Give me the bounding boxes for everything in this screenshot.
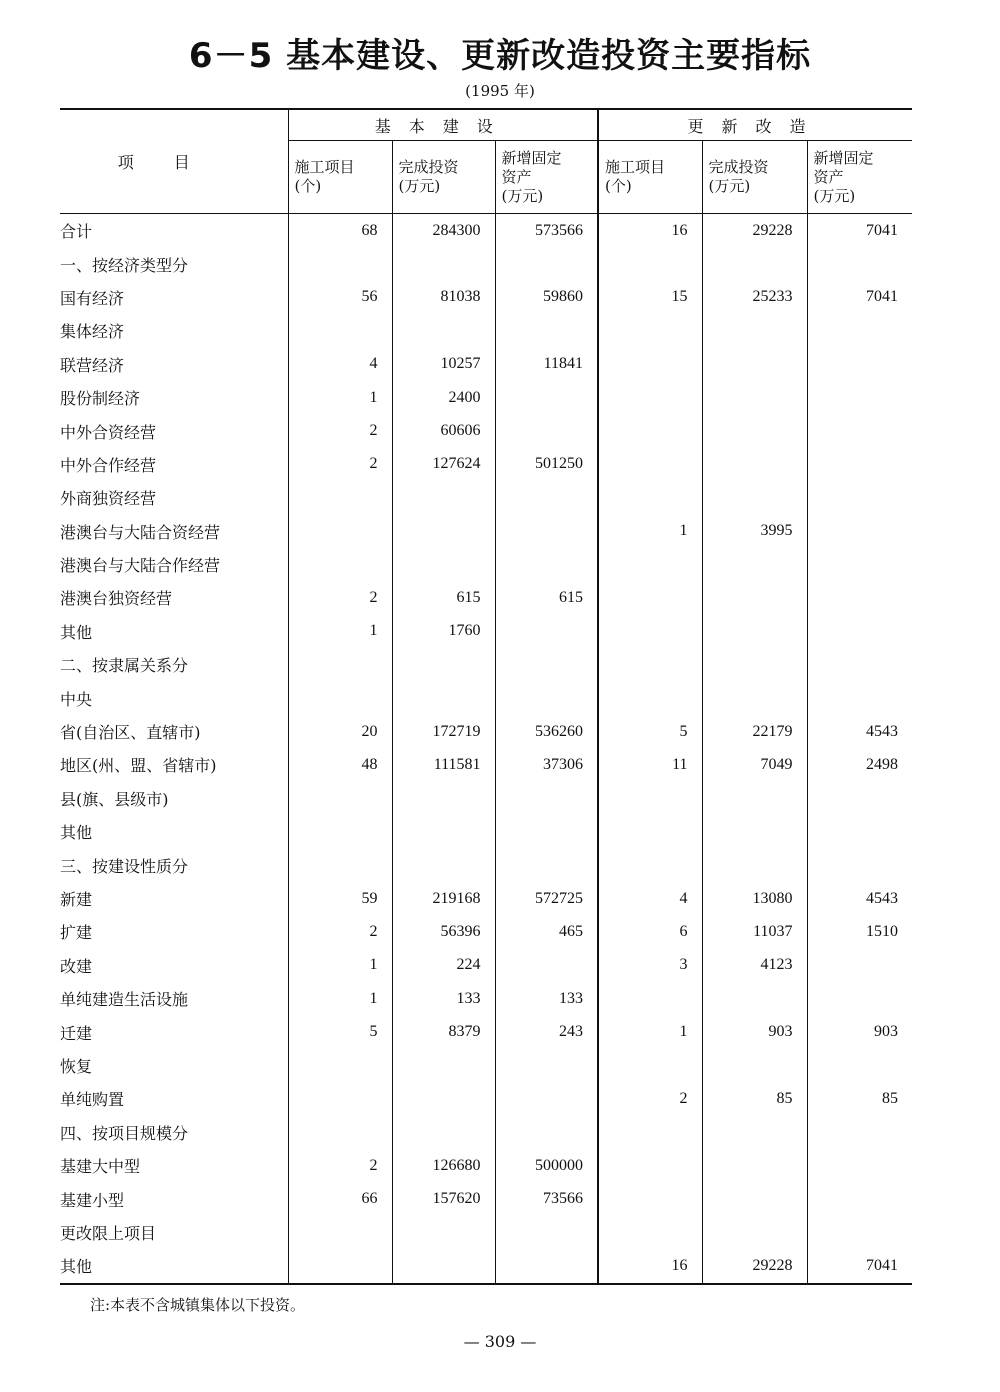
table-cell	[598, 648, 702, 681]
table-cell	[598, 548, 702, 581]
table-cell	[807, 681, 912, 714]
table-cell	[392, 1249, 495, 1283]
category-label: 一、按经济类型分	[60, 255, 189, 275]
investment-indicators-table	[60, 108, 912, 1285]
category-label: 二、按隶属关系分	[60, 656, 189, 676]
table-cell	[495, 414, 598, 447]
table-cell: 2	[288, 915, 392, 948]
row-label: 其他	[60, 622, 93, 642]
table-cell	[288, 681, 392, 714]
table-cell: 1	[288, 982, 392, 1015]
table-cell	[288, 848, 392, 881]
table-cell: 1760	[392, 615, 495, 648]
table-cell	[288, 1249, 392, 1283]
table-cell	[807, 815, 912, 848]
table-cell: 7041	[807, 1249, 912, 1283]
row-label: 港澳台与大陆合资经营	[60, 522, 221, 542]
category-label: 四、按项目规模分	[60, 1123, 189, 1143]
table-cell	[288, 481, 392, 514]
table-cell	[807, 1216, 912, 1249]
table-cell	[807, 982, 912, 1015]
table-cell: 903	[702, 1015, 807, 1048]
table-cell	[702, 1182, 807, 1215]
page-number: — 309 —	[463, 1332, 537, 1351]
table-cell	[392, 815, 495, 848]
table-cell	[495, 815, 598, 848]
table-cell: 7049	[702, 748, 807, 781]
table-cell: 5	[288, 1015, 392, 1048]
table-cell	[392, 515, 495, 548]
table-cell: 60606	[392, 414, 495, 447]
table-cell	[495, 548, 598, 581]
table-cell: 29228	[702, 1249, 807, 1283]
table-cell	[392, 1049, 495, 1082]
table-cell: 133	[495, 982, 598, 1015]
table-cell: 2	[288, 414, 392, 447]
table-cell	[495, 615, 598, 648]
table-cell	[392, 681, 495, 714]
row-label: 港澳台独资经营	[60, 589, 173, 609]
table-cell	[288, 648, 392, 681]
table-cell: 501250	[495, 448, 598, 481]
table-cell	[807, 414, 912, 447]
table-cell: 573566	[495, 214, 598, 248]
table-cell	[598, 414, 702, 447]
table-cell: 1	[598, 1015, 702, 1048]
table-cell	[807, 247, 912, 280]
table-row	[60, 381, 912, 414]
table-cell: 157620	[392, 1182, 495, 1215]
table-cell: 127624	[392, 448, 495, 481]
table-row	[60, 1049, 912, 1082]
table-cell	[807, 648, 912, 681]
row-label: 扩建	[60, 923, 93, 943]
table-row	[60, 214, 912, 248]
table-cell	[807, 782, 912, 815]
table-row	[60, 681, 912, 714]
table-cell: 7041	[807, 214, 912, 248]
table-cell	[807, 448, 912, 481]
table-cell: 85	[807, 1082, 912, 1115]
table-cell: 13080	[702, 882, 807, 915]
table-cell: 20	[288, 715, 392, 748]
table-cell: 4	[288, 348, 392, 381]
column-header-projects-2: 施工项目 (个)	[598, 141, 702, 214]
table-row	[60, 1249, 912, 1283]
row-label: 外商独资经营	[60, 489, 157, 509]
table-cell	[807, 1049, 912, 1082]
group-header-renovation: 更新改造	[598, 109, 912, 141]
table-row	[60, 281, 912, 314]
table-cell	[288, 1049, 392, 1082]
table-cell	[807, 1149, 912, 1182]
table-cell: 48	[288, 748, 392, 781]
table-cell: 219168	[392, 882, 495, 915]
table-cell	[495, 247, 598, 280]
table-cell	[495, 1082, 598, 1115]
table-cell: 284300	[392, 214, 495, 248]
table-cell: 3995	[702, 515, 807, 548]
table-row	[60, 548, 912, 581]
table-cell: 5	[598, 715, 702, 748]
table-row	[60, 1015, 912, 1048]
row-label: 省(自治区、直辖市)	[60, 723, 201, 743]
table-cell: 85	[702, 1082, 807, 1115]
table-cell: 56396	[392, 915, 495, 948]
column-header-item: 项目	[60, 109, 288, 214]
table-cell	[807, 348, 912, 381]
row-label: 合计	[60, 222, 93, 242]
row-label: 中央	[60, 689, 93, 709]
table-cell	[807, 314, 912, 347]
table-subtitle-year: (1995 年)	[465, 82, 535, 100]
table-cell	[807, 848, 912, 881]
row-label: 国有经济	[60, 288, 125, 308]
row-label: 基建大中型	[60, 1157, 141, 1177]
table-cell: 4123	[702, 949, 807, 982]
table-cell: 615	[495, 581, 598, 614]
table-cell	[702, 648, 807, 681]
table-cell: 2400	[392, 381, 495, 414]
table-cell	[807, 949, 912, 982]
table-cell	[598, 1216, 702, 1249]
table-cell: 133	[392, 982, 495, 1015]
table-row	[60, 247, 912, 280]
table-cell	[392, 247, 495, 280]
table-cell	[392, 481, 495, 514]
table-cell: 500000	[495, 1149, 598, 1182]
table-row	[60, 882, 912, 915]
table-cell: 243	[495, 1015, 598, 1048]
table-cell	[392, 548, 495, 581]
table-cell	[495, 949, 598, 982]
table-cell	[702, 815, 807, 848]
table-cell: 1510	[807, 915, 912, 948]
table-cell	[392, 648, 495, 681]
table-cell: 10257	[392, 348, 495, 381]
table-cell: 6	[598, 915, 702, 948]
table-cell: 7041	[807, 281, 912, 314]
table-cell	[598, 1049, 702, 1082]
table-cell	[598, 314, 702, 347]
table-cell	[598, 481, 702, 514]
table-cell	[702, 1116, 807, 1149]
table-cell	[598, 1149, 702, 1182]
table-cell	[598, 247, 702, 280]
row-label: 中外合作经营	[60, 455, 157, 475]
table-cell: 3	[598, 949, 702, 982]
table-row	[60, 815, 912, 848]
group-header-capital-construction: 基本建设	[288, 109, 598, 141]
table-cell: 29228	[702, 214, 807, 248]
table-cell: 903	[807, 1015, 912, 1048]
table-cell	[288, 515, 392, 548]
table-body	[60, 214, 912, 1284]
table-cell	[495, 1049, 598, 1082]
table-cell: 4543	[807, 882, 912, 915]
table-cell: 224	[392, 949, 495, 982]
table-cell	[702, 681, 807, 714]
row-label: 更改限上项目	[60, 1223, 157, 1243]
table-cell: 68	[288, 214, 392, 248]
table-row	[60, 314, 912, 347]
table-cell: 4543	[807, 715, 912, 748]
table-cell: 2	[288, 581, 392, 614]
table-cell	[702, 381, 807, 414]
table-row	[60, 581, 912, 614]
row-label: 单纯购置	[60, 1090, 125, 1110]
table-cell	[807, 1182, 912, 1215]
table-cell: 81038	[392, 281, 495, 314]
table-cell: 615	[392, 581, 495, 614]
table-cell	[495, 381, 598, 414]
row-label: 单纯建造生活设施	[60, 990, 189, 1010]
table-row	[60, 715, 912, 748]
row-label: 集体经济	[60, 322, 125, 342]
table-cell: 572725	[495, 882, 598, 915]
table-cell	[807, 1116, 912, 1149]
table-cell	[288, 1216, 392, 1249]
row-label: 其他	[60, 1249, 288, 1283]
table-row	[60, 949, 912, 982]
table-cell: 536260	[495, 715, 598, 748]
table-cell	[495, 515, 598, 548]
table-cell	[702, 247, 807, 280]
table-cell: 126680	[392, 1149, 495, 1182]
row-label: 联营经济	[60, 355, 125, 375]
table-cell	[495, 648, 598, 681]
table-cell: 73566	[495, 1182, 598, 1215]
table-cell	[598, 982, 702, 1015]
table-cell	[702, 414, 807, 447]
table-row	[60, 748, 912, 781]
row-label: 地区(州、盟、省辖市)	[60, 756, 217, 776]
table-cell: 11	[598, 748, 702, 781]
row-label: 恢复	[60, 1056, 93, 1076]
table-row	[60, 515, 912, 548]
table-cell	[392, 1082, 495, 1115]
table-cell	[495, 848, 598, 881]
column-header-investment-2: 完成投资 (万元)	[702, 141, 807, 214]
table-cell	[807, 481, 912, 514]
table-cell: 2	[288, 1149, 392, 1182]
table-cell	[702, 1049, 807, 1082]
table-cell	[495, 1116, 598, 1149]
table-cell: 1	[288, 381, 392, 414]
table-cell: 2498	[807, 748, 912, 781]
table-cell: 37306	[495, 748, 598, 781]
page-title: 6－5 基本建设、更新改造投资主要指标	[188, 36, 812, 76]
table-cell: 56	[288, 281, 392, 314]
column-header-projects-1: 施工项目 (个)	[288, 141, 392, 214]
table-cell	[392, 314, 495, 347]
table-row	[60, 782, 912, 815]
table-row	[60, 481, 912, 514]
table-cell	[598, 848, 702, 881]
table-cell	[598, 581, 702, 614]
table-cell	[288, 548, 392, 581]
table-cell	[392, 1216, 495, 1249]
row-label: 新建	[60, 890, 93, 909]
table-cell	[807, 381, 912, 414]
table-cell: 59	[288, 882, 392, 915]
table-cell	[598, 381, 702, 414]
table-cell	[495, 1216, 598, 1249]
table-cell: 16	[598, 1249, 702, 1283]
table-cell	[702, 448, 807, 481]
table-cell	[598, 815, 702, 848]
table-cell	[495, 681, 598, 714]
table-cell	[807, 615, 912, 648]
table-cell: 25233	[702, 281, 807, 314]
table-row	[60, 348, 912, 381]
table-cell	[392, 848, 495, 881]
table-cell: 11037	[702, 915, 807, 948]
table-row	[60, 1216, 912, 1249]
category-label: 三、按建设性质分	[60, 856, 189, 876]
table-row	[60, 615, 912, 648]
table-cell	[807, 581, 912, 614]
table-cell: 1	[288, 949, 392, 982]
table-cell	[702, 348, 807, 381]
table-row	[60, 982, 912, 1015]
table-cell	[702, 1149, 807, 1182]
table-cell: 22179	[702, 715, 807, 748]
table-cell: 8379	[392, 1015, 495, 1048]
table-cell: 111581	[392, 748, 495, 781]
table-cell	[288, 1116, 392, 1149]
table-row	[60, 1149, 912, 1182]
row-label: 迁建	[60, 1023, 93, 1043]
column-header-investment-1: 完成投资 (万元)	[392, 141, 495, 214]
table-cell: 59860	[495, 281, 598, 314]
column-header-fixed-assets-1: 新增固定 资产 (万元)	[495, 141, 598, 214]
table-cell	[702, 314, 807, 347]
table-row	[60, 848, 912, 881]
table-cell: 172719	[392, 715, 495, 748]
table-row	[60, 648, 912, 681]
table-cell	[598, 615, 702, 648]
column-header-fixed-assets-2: 新增固定 资产 (万元)	[807, 141, 912, 214]
table-cell	[702, 548, 807, 581]
row-label: 基建小型	[60, 1190, 125, 1210]
table-cell	[288, 1082, 392, 1115]
row-label: 其他	[60, 823, 93, 843]
table-cell: 1	[288, 615, 392, 648]
table-cell	[702, 481, 807, 514]
table-cell: 16	[598, 214, 702, 248]
table-cell: 4	[598, 882, 702, 915]
table-cell	[288, 314, 392, 347]
table-cell	[702, 782, 807, 815]
table-cell	[392, 1116, 495, 1149]
row-label: 改建	[60, 956, 93, 976]
table-cell	[702, 848, 807, 881]
table-cell	[598, 782, 702, 815]
table-cell	[598, 681, 702, 714]
table-cell	[495, 782, 598, 815]
table-cell	[702, 1216, 807, 1249]
table-row	[60, 915, 912, 948]
table-cell	[807, 515, 912, 548]
table-cell	[288, 247, 392, 280]
table-cell	[495, 481, 598, 514]
table-cell: 465	[495, 915, 598, 948]
table-cell	[598, 1116, 702, 1149]
table-row	[60, 1082, 912, 1115]
row-label: 县(旗、县级市)	[60, 789, 169, 809]
table-cell: 1	[598, 515, 702, 548]
table-row	[60, 414, 912, 447]
table-cell	[392, 782, 495, 815]
table-cell: 2	[288, 448, 392, 481]
table-cell	[598, 1182, 702, 1215]
table-cell	[288, 815, 392, 848]
table-cell: 2	[598, 1082, 702, 1115]
table-row	[60, 448, 912, 481]
table-row	[60, 1116, 912, 1149]
table-cell	[495, 1249, 598, 1283]
table-cell: 66	[288, 1182, 392, 1215]
row-label: 中外合资经营	[60, 422, 157, 442]
row-label: 港澳台与大陆合作经营	[60, 556, 221, 576]
table-cell	[702, 581, 807, 614]
table-cell: 15	[598, 281, 702, 314]
table-cell	[598, 448, 702, 481]
row-label: 股份制经济	[60, 389, 141, 409]
table-cell	[807, 548, 912, 581]
table-cell	[702, 982, 807, 1015]
table-cell	[288, 782, 392, 815]
table-row	[60, 1182, 912, 1215]
table-cell	[598, 348, 702, 381]
table-footnote: 注:本表不含城镇集体以下投资。	[90, 1296, 306, 1314]
table-cell: 11841	[495, 348, 598, 381]
table-cell	[495, 314, 598, 347]
table-cell	[702, 615, 807, 648]
